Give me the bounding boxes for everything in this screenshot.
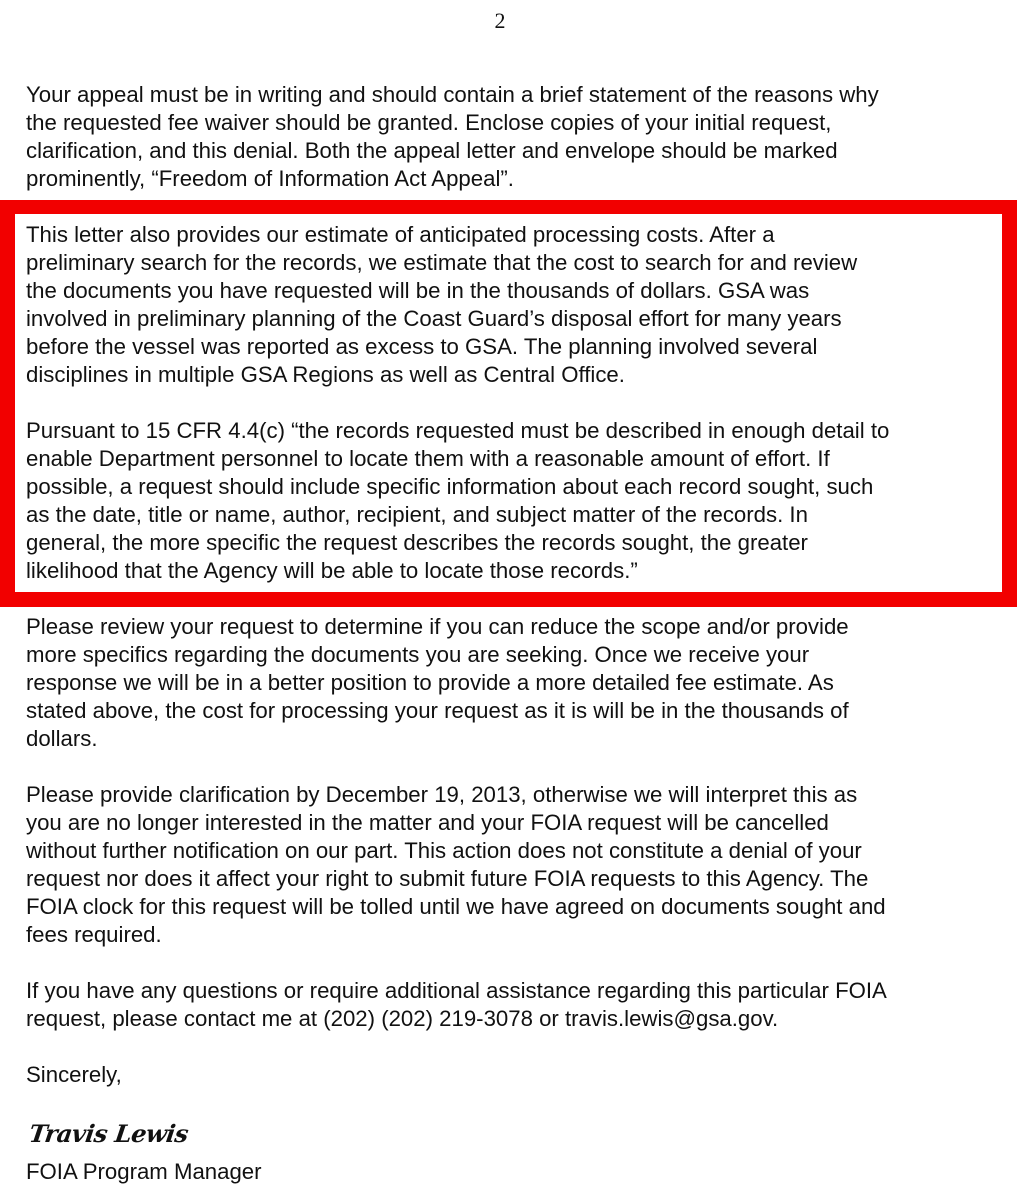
cost-estimate-paragraph: This letter also provides our estimate of anticipated processing costs. After a preliminary search for the records, we estimate that the cost to search for and review the documents you have requested will be in the thousands of dollars. GSA was involved in preliminary planning of the Coast Guard’s disposal effort for many years before the vessel was reported as excess to GSA. The planning involved several disciplines in multiple GSA Regions as well as Central Office. xyxy=(26,222,858,387)
page-number: 2 xyxy=(494,8,506,33)
handwritten-signature: Travis Lewis xyxy=(27,1119,191,1148)
review-request-paragraph: Please review your request to determine if you can reduce the scope and/or provide more specifics regarding the documents you are seeking. Once we receive your response we will be in a better position to provide a more detailed fee estimate. As stated above, the cost for processing your request as it is will be in the thousands of dollars. xyxy=(26,614,849,751)
cfr-citation-paragraph: Pursuant to 15 CFR 4.4(c) “the records requested must be described in enough detail to enable Department personnel to locate them with a reasonable amount of effort. If possible, a request should include specific information about each record sought, such as the date, title or name, author, recipient, and subject matter of the records. In general, the more specific the request describes the records sought, the greater likelihood that the Agency will be able to locate those records.” xyxy=(26,418,890,583)
signer-title: FOIA Program Manager xyxy=(26,1159,262,1184)
clarification-deadline-paragraph: Please provide clarification by December 19, 2013, otherwise we will interpret this as you are no longer interested in the matter and your FOIA request will be cancelled without further notification on our part. This action does not constitute a denial of your request nor does it affect your right to submit future FOIA requests to this Agency. The FOIA clock for this request will be tolled until we have agreed on documents sought and fees required. xyxy=(26,782,886,947)
contact-paragraph: If you have any questions or require additional assistance regarding this particular FOIA request, please contact me at (202) (202) 219-3078 or travis.lewis@gsa.gov. xyxy=(26,978,887,1031)
appeal-paragraph: Your appeal must be in writing and should contain a brief statement of the reasons why the requested fee waiver should be granted. Enclose copies of your initial request, clarification, and this denial. Both the appeal letter and envelope should be marked prominently, “Freedom of Information Act Appeal”. xyxy=(26,82,879,191)
closing-salutation: Sincerely, xyxy=(26,1062,122,1087)
